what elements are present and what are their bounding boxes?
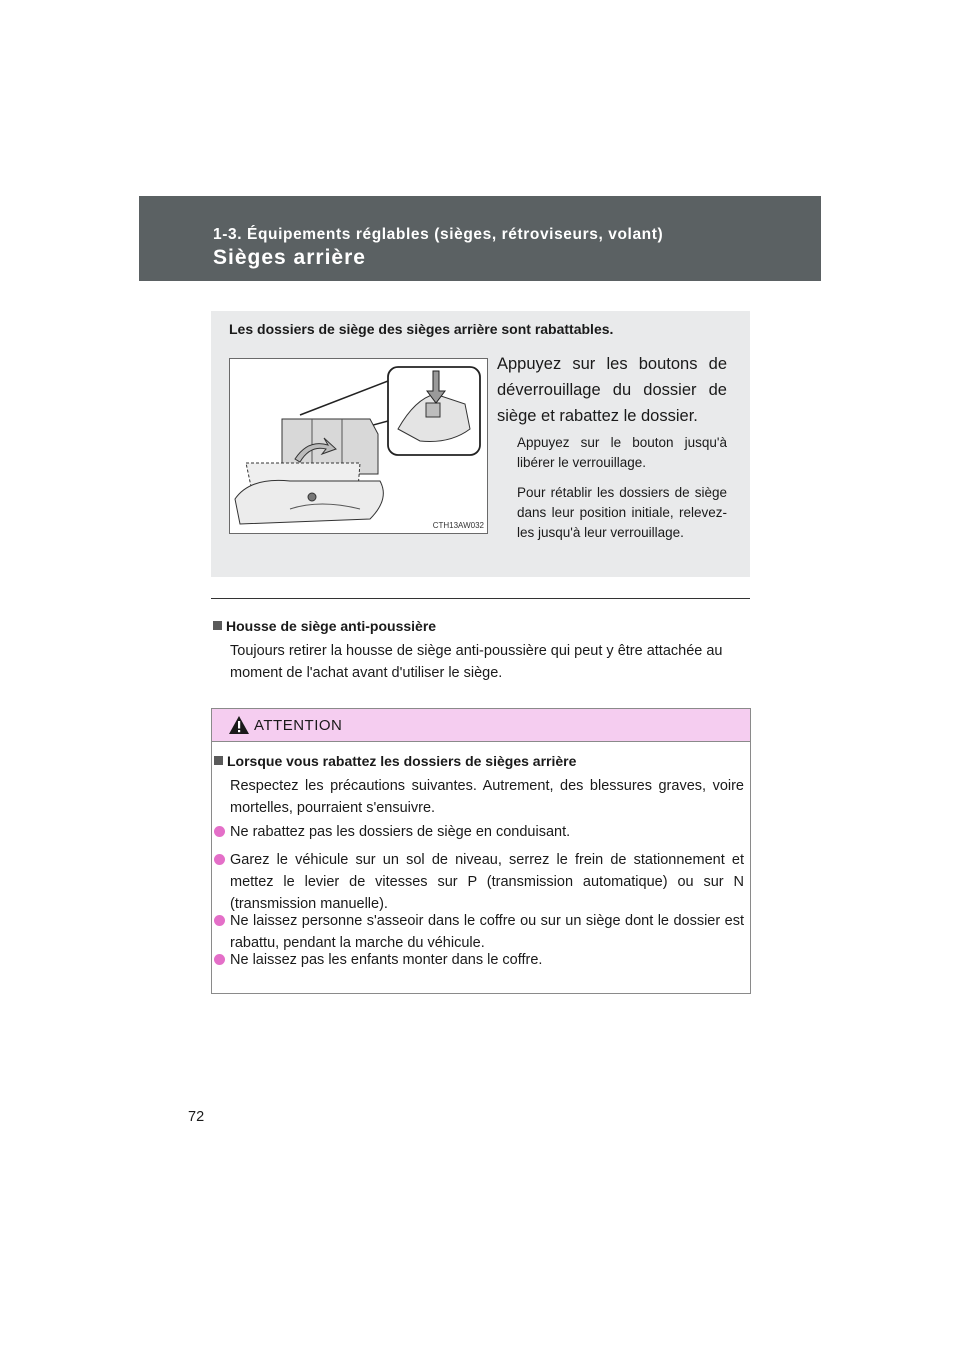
instruction-note-unlock: Appuyez sur le bouton jusqu'à libérer le verrouillage. (517, 435, 727, 470)
warning-box (211, 708, 751, 994)
warning-title: Lorsque vous rabattez les dossiers de sièges arrière (227, 753, 577, 769)
warning-header (212, 709, 750, 742)
warning-bullet-text: Ne laissez pas les enfants monter dans le coffre. (230, 952, 543, 968)
warning-label: ATTENTION (254, 717, 343, 734)
warning-intro-text: Respectez les précautions suivantes. Autrement, des blessures graves, voire mortelles, pourraient s'ensuivre. (230, 778, 744, 816)
dust-cover-title: Housse de siège anti-poussière (226, 618, 437, 634)
warning-heading (214, 753, 576, 769)
warning-bullet (214, 849, 744, 915)
warning-bullet (214, 949, 744, 971)
intro-lead: Les dossiers de siège des sièges arrière sont rabattables. (229, 321, 614, 337)
instruction-note-restore: Pour rétablir les dossiers de siège dans leur position initiale, relevez-les jusqu'à leur verrouillage. (517, 485, 727, 540)
bullet-dot-icon (214, 954, 225, 965)
warning-bullet-text: Garez le véhicule sur un sol de niveau, serrez le frein de stationnement et mettez le levier de vitesses sur P (transmission automatique) ou sur N (transmission manuelle). (230, 852, 744, 912)
warning-bullet-text: Ne rabattez pas les dossiers de siège en conduisant. (230, 824, 571, 840)
section-title: 1-3. Équipements réglables (sièges, rétroviseurs, volant) (213, 226, 664, 243)
seat-illustration-drawing (230, 359, 487, 533)
warning-bullet-text: Ne laissez personne s'asseoir dans le coffre ou sur un siège dont le dossier est rabattu, pendant la marche du véhicule. (230, 913, 744, 951)
instruction-step: Appuyez sur les boutons de déverrouillage du dossier de siège et rabattez le dossier. (497, 355, 727, 425)
warning-triangle-icon (228, 715, 250, 735)
intro-panel (211, 311, 750, 577)
bullet-dot-icon (214, 915, 225, 926)
chapter-header (139, 196, 821, 281)
page-number: 72 (188, 1109, 205, 1125)
warning-bullet (214, 821, 744, 843)
seat-folding-illustration (229, 358, 488, 534)
bullet-dot-icon (214, 854, 225, 865)
section-divider (211, 598, 750, 599)
square-bullet-icon (214, 756, 223, 765)
warning-bullet (214, 910, 744, 954)
dust-cover-heading (213, 618, 436, 634)
bullet-dot-icon (214, 826, 225, 837)
square-bullet-icon (213, 621, 222, 630)
page-title: Sièges arrière (213, 246, 366, 269)
dust-cover-text: Toujours retirer la housse de siège anti-poussière qui peut y être attachée au moment de l'achat avant d'utiliser le siège. (230, 643, 723, 681)
figure-code: CTH13AW032 (432, 521, 484, 530)
